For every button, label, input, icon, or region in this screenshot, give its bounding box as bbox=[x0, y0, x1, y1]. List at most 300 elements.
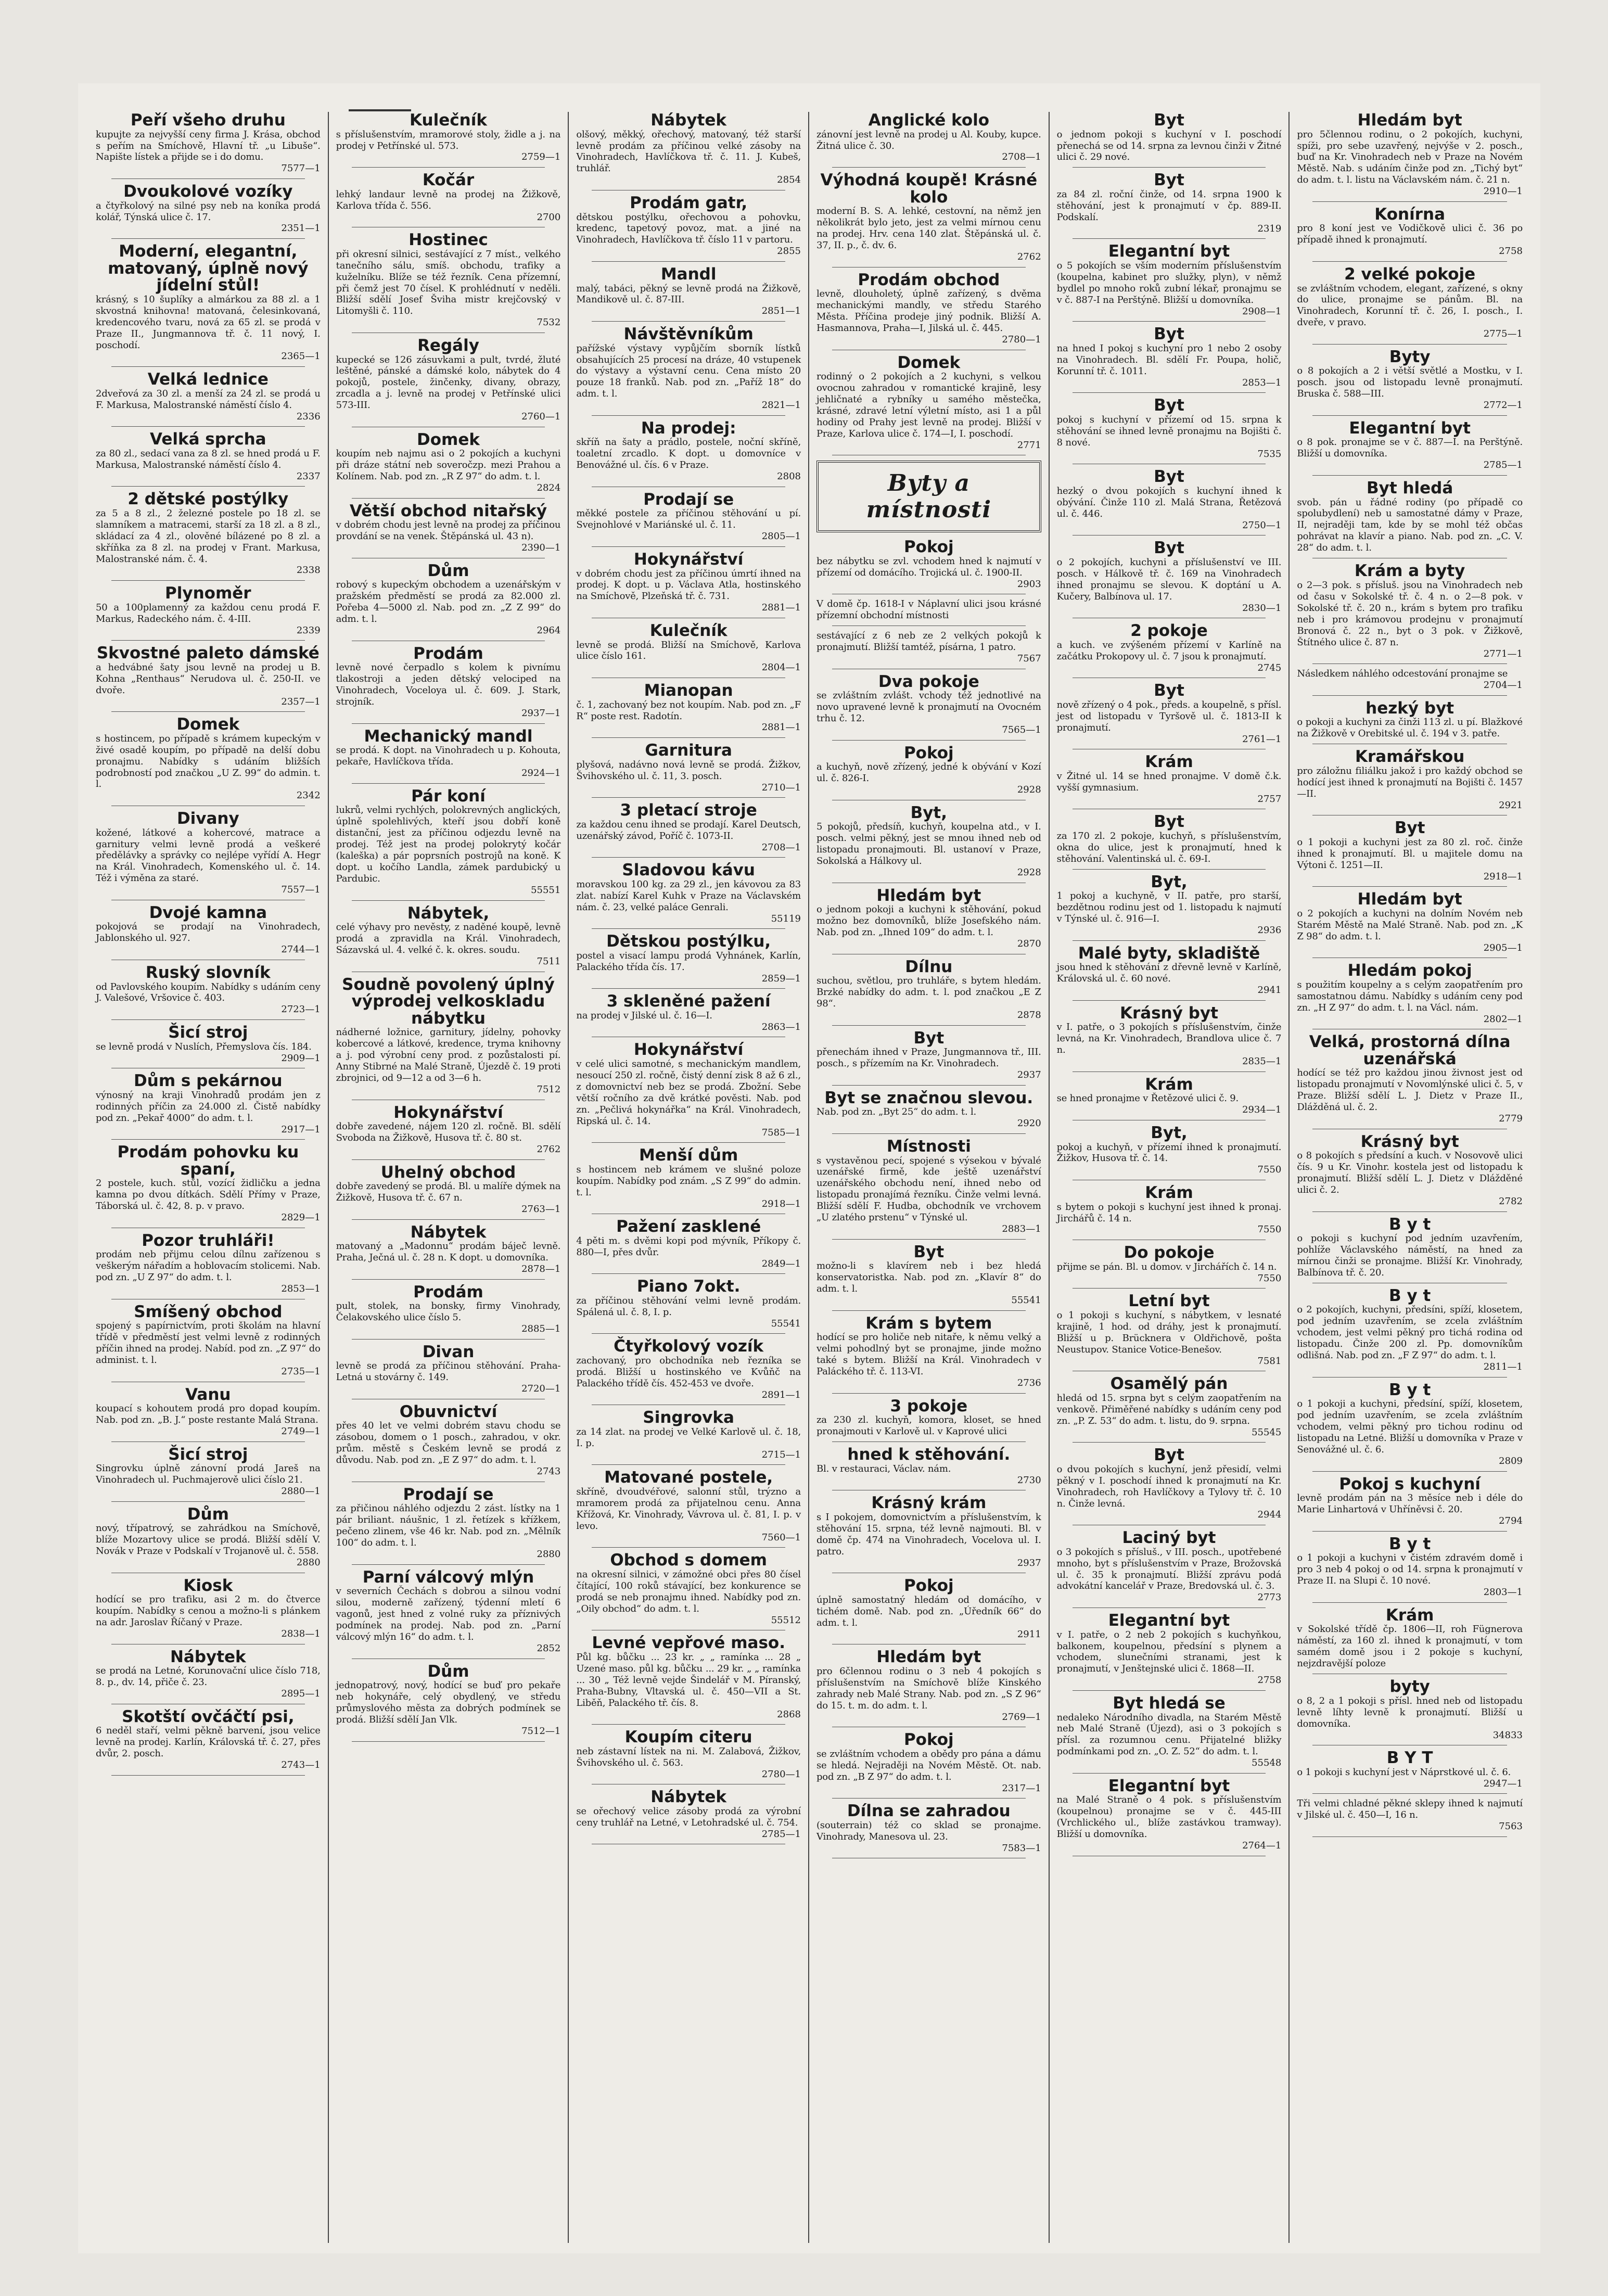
classified-ad bbox=[576, 195, 801, 257]
ad-code: 2760—1 bbox=[521, 411, 561, 423]
ad-text: sestávající z 6 neb ze 2 velkých pokojů k pronajmutí. Bližší tamtéž, písárna, 1 patro. bbox=[816, 630, 1041, 653]
ad-code: 2704—1 bbox=[1483, 680, 1523, 691]
ad-heading: Krásný byt bbox=[1120, 1003, 1218, 1023]
ad-code: 2758 bbox=[1499, 246, 1523, 257]
ad-heading: Byt bbox=[1154, 325, 1184, 344]
ad-divider bbox=[352, 167, 545, 168]
ad-text: svob. pán u řádné rodiny (po případě co spolubydlení) neb u samostatné dámy v Praze, II, nejraději tam, kde by se mohl též občas pohrávat na klavír a piano. Nab. pod zn. „C. V. 28“ do adm. t. l. bbox=[1297, 496, 1523, 554]
ad-heading: Soudně povolený úplný výprodej velkoskladu nábytku bbox=[342, 975, 555, 1028]
ad-code: 2337 bbox=[296, 470, 321, 482]
ad-text: na okresní silnici, v zámožné obci přes 80 čísel čítající, 100 roků stávající, bez konkurence se prodá se neb pronajmu ihned. Nabídky pod zn. „Oily obchod“ do adm. t. l. bbox=[576, 1568, 801, 1614]
ad-code: 2854 bbox=[777, 174, 801, 186]
ad-code: 2762 bbox=[1017, 251, 1041, 262]
ad-heading: Krám bbox=[1385, 1605, 1434, 1625]
ad-divider bbox=[832, 1025, 1026, 1026]
ad-heading: Hostinec bbox=[409, 231, 488, 250]
ad-text: pařížské výstavy vypůjčím sborník lístků obsahujících 25 procesí na dráze, 40 vstupenek do výstavy a výstavní cenu. Cena místo 20 pouze 18 franků. Nab. pod zn. „Paříž 18“ do adm. t. l. bbox=[576, 342, 801, 400]
ad-code: 2802—1 bbox=[1483, 1013, 1523, 1025]
ad-text: o 1 pokoji a kuchyni, předsíní, spíží, klosetem, pod jedním uzavřením, se zcela zvláštním vchodem, velmi pěkný pro tichou rodinu od listopadu na Letné. Bližší u domovníka v Praze v Senovážné ul. č. 6. bbox=[1297, 1398, 1523, 1456]
ad-text: Následkem náhlého odcestování pronajme se bbox=[1297, 668, 1508, 680]
classified-ad bbox=[336, 1164, 561, 1215]
ad-divider bbox=[111, 1139, 305, 1140]
ad-text: o 3 pokojích s přísluš., v III. posch., upotřebené mnoho, byt s příslušenstvím v Praze, Brožovská ul. č. 35 k pronajmutí. Bližší zprávu podá advokátní kancelář v Praze, Bredovská ul. č. 3. bbox=[1056, 1546, 1282, 1592]
ad-text: výnosný na kraji Vinohradů prodám jen z rodinných příčin za 24.000 zl. Čistě nabídky pod zn. „Pekař 4000“ do adm. t. l. bbox=[96, 1089, 321, 1124]
ad-code: 2339 bbox=[296, 624, 321, 636]
classified-ad bbox=[816, 1577, 1041, 1640]
ad-code: 2710—1 bbox=[761, 782, 801, 793]
classified-ad bbox=[336, 788, 561, 896]
classified-ad bbox=[1297, 820, 1523, 882]
ad-text: o 2—3 pok. s přísluš. jsou na Vinohradech neb od času v Sokolské tř. č. 4 n. o 2—8 pok. v Sokolské tř. č. 20 n., krám s bytem pro trafiku neb i pro krámovou prodejnu v pronajmutí Bronová č. 22 n., byt o 3 pok. v Žižkově, Štítného ulice č. 87 n. bbox=[1297, 579, 1523, 648]
classified-ad bbox=[576, 742, 801, 793]
classified-ad bbox=[336, 645, 561, 719]
classified-columns bbox=[88, 112, 1530, 2243]
ad-text: kožené, látkové a kohercové, matrace a garnitury velmi levně prodá a veškeré předělávky a správky co nejlépe vyřídí A. Hegr na Král. Vinohradech, Komenského ul. č. 14. Též i výměna za staré. bbox=[96, 827, 321, 884]
ad-divider bbox=[1073, 238, 1266, 239]
ad-code: 2745 bbox=[1257, 662, 1282, 673]
classified-ad bbox=[816, 112, 1041, 163]
classified-ad bbox=[1297, 480, 1523, 554]
ad-code: 2880 bbox=[296, 1557, 321, 1568]
ad-text: o 1 pokoji s kuchyní jest v Náprstkové ul. č. 6. bbox=[1297, 1766, 1511, 1778]
classified-ad bbox=[1297, 112, 1523, 197]
ad-heading: Byt bbox=[913, 1028, 945, 1048]
ad-text: jsou hned k stěhování z dřevně levně v Karlíně, Královská ul. č. 60 nové. bbox=[1056, 962, 1282, 985]
ad-heading: Malé byty, skladiště bbox=[1078, 943, 1260, 963]
ad-code: 2918—1 bbox=[1483, 871, 1523, 882]
ad-heading: Dům s pekárnou bbox=[134, 1072, 283, 1091]
ad-heading: Parní válcový mlýn bbox=[362, 1567, 534, 1587]
classified-ad bbox=[576, 1552, 801, 1626]
classified-ad bbox=[576, 933, 801, 984]
ad-divider bbox=[352, 1279, 545, 1280]
ad-text: Půl kg. bůčku ... 23 kr. „ „ ramínka ... 28 „ Uzené maso. půl kg. bůčku ... 29 kr. „ „ ramínka ... 30 „ Též levně vejde Šindelář v M. Píranský, Praha-Bubny, Vltavská ul. č. 450—VII a St. Liběň, Palackého tř. čís. 8. bbox=[576, 1651, 801, 1708]
ad-heading: Hokynářství bbox=[633, 550, 744, 569]
classified-ad bbox=[336, 337, 561, 423]
ad-code: 2870 bbox=[1017, 938, 1041, 950]
ad-heading: Mandl bbox=[660, 264, 717, 284]
top-rule bbox=[349, 109, 411, 111]
classified-ad bbox=[1057, 874, 1282, 936]
ad-text: o dvou pokojích s kuchyní, jenž přesidí, velmi pěkný v I. poschodí ihned k pronajmutí na Kr. Vinohradech, roh Havlíčkovy a Tylovy tř. č. 10 n. Činže levná. bbox=[1056, 1463, 1282, 1509]
ad-code: 34833 bbox=[1492, 1729, 1523, 1741]
classified-ad bbox=[1297, 668, 1523, 691]
ad-text: možno-li s klavírem neb i bez hledá konservatoristka. Nab. pod zn. „Klavír 8“ do adm. t. l. bbox=[816, 1260, 1041, 1295]
ad-divider bbox=[111, 1775, 305, 1776]
ad-heading: Skvostné paleto dámské bbox=[96, 644, 320, 663]
ad-heading: Hledám byt bbox=[1357, 112, 1462, 130]
classified-ad bbox=[1057, 326, 1282, 388]
classified-ad bbox=[576, 1338, 801, 1400]
classified-ad bbox=[1057, 172, 1282, 234]
ad-code: 7512 bbox=[537, 1084, 561, 1095]
ad-text: za 80 zl., sedací vana za 8 zl. se hned prodá u F. Markusa, Malostranské náměstí číslo 4. bbox=[96, 448, 321, 470]
ad-divider bbox=[111, 178, 305, 179]
ad-text: (souterrain) též co sklad se pronajme. Vinohrady, Manesova ul. 23. bbox=[816, 1819, 1041, 1842]
ad-text: nově zřízený o 4 pok., předs. a koupelně, s přísl. jest od listopadu v Tyršově ul. č. 1813-II k pronajmutí. bbox=[1056, 699, 1282, 733]
classified-ad bbox=[1057, 1293, 1282, 1367]
ad-text: kupecké se 126 zásuvkami a pult, tvrdé, žluté leštěné, pánské a dámské kolo, nábytek do 4 pokojů, postele, žinčenky, divany, obrazy, zrcadla a j. levně na prodej v Petřínské ulici 573-III. bbox=[336, 354, 561, 411]
ad-text: pro 5člennou rodinu, o 2 pokojích, kuchyni, spíži, pro sebe uzavřený, nejvýše v 2. posch., buď na Kr. Vinohradech neb v Praze na Novém Městě. Nab. s udáním činže pod zn. „Tichý byt“ do adm. t. l. listu na Václavském nám. č. 21 n. bbox=[1297, 129, 1523, 186]
ad-text: o 8 pokojích a 2 i větší světlé a Mostku, v I. posch. jsou od listopadu levně pronajmutí. Bruska č. 588—III. bbox=[1297, 365, 1523, 400]
classified-ad bbox=[816, 1731, 1041, 1794]
ad-text: o 5 pokojích se vším moderním příslušenstvím (koupelna, kabinet pro služky, plyn), v němž bydlel po mnoho roků zubní lékař, pronajmu se v č. 887-I na Perštýně. Bližší u domovníka. bbox=[1056, 260, 1282, 305]
column-4 bbox=[809, 112, 1050, 2243]
ad-heading: 3 skleněné pažení bbox=[606, 992, 771, 1011]
ad-text: koupím neb najmu asi o 2 pokojích a kuchyni při dráze státní neb soveročzp. mezi Prahou a Kolínem. Nab. pod zn. „R Z 97“ do adm. t. l. bbox=[336, 448, 561, 482]
ad-code: 2936 bbox=[1257, 925, 1282, 936]
ad-heading: Nábytek, bbox=[407, 903, 490, 923]
ad-heading: Byt bbox=[1154, 467, 1184, 487]
ad-heading: Byt hledá bbox=[1367, 478, 1453, 498]
ad-divider bbox=[592, 988, 785, 989]
classified-ad bbox=[336, 1104, 561, 1155]
ad-heading: Kulečník bbox=[410, 112, 487, 130]
ad-divider bbox=[1312, 415, 1507, 416]
ad-text: robový s kupeckým obchodem a uzenářským v pražském předměstí se prodá za 82.000 zl. Pořeba 4—5000 zl. Nab. pod zn. „Z Z 99“ do adm. t. l. bbox=[336, 579, 561, 625]
classified-ad bbox=[816, 1495, 1041, 1568]
ad-heading: Plynoměr bbox=[165, 584, 251, 603]
ad-code: 2880 bbox=[537, 1549, 561, 1560]
ad-code: 2771—1 bbox=[1483, 648, 1523, 659]
ad-code: 2351—1 bbox=[281, 223, 321, 234]
ad-text: spojený s papírnictvím, proti školám na hlavní třídě v předměstí jest velmi levně z rodinných příčin ihned na prodej. Nabíd. pod zn. „Z 97“ do administ. t. l. bbox=[96, 1320, 321, 1366]
classified-ad bbox=[1297, 1678, 1523, 1741]
ad-code: 7550 bbox=[1257, 1164, 1282, 1176]
ad-heading: Větší obchod nitařský bbox=[349, 501, 547, 520]
ad-divider bbox=[1073, 1773, 1266, 1774]
ad-text: postel a visací lampu prodá Vyhnánek, Karlín, Palackého třída čís. 17. bbox=[576, 950, 801, 973]
newspaper-page bbox=[78, 83, 1540, 2253]
ad-text: olšový, měkký, ořechový, matovaný, též starší levně prodám za příčinou velké zásoby na Vinohradech, Havlíčkova tř. č. 11. J. Kubeš, truhlář. bbox=[576, 129, 801, 174]
classified-ad bbox=[1057, 945, 1282, 996]
classified-ad bbox=[816, 272, 1041, 346]
classified-ad bbox=[96, 1446, 321, 1497]
classified-ad bbox=[1057, 754, 1282, 805]
ad-text: přenechám ihned v Praze, Jungmannova tř., III. posch., s přízemím na Kr. Vinohradech. bbox=[816, 1047, 1041, 1069]
ad-code: 2885—1 bbox=[521, 1323, 561, 1335]
ad-divider bbox=[1312, 344, 1507, 345]
classified-ad bbox=[1057, 1695, 1282, 1769]
classified-ad bbox=[1057, 397, 1282, 460]
ad-divider bbox=[1073, 869, 1266, 870]
ad-divider bbox=[1312, 261, 1507, 262]
ad-text: nový, třípatrový, se zahrádkou na Smíchově, blíže Mozartovy ulice se prodá. Bližší sdělí V. Novák v Praze v Podskalí v Trojanově ul. č. 558. bbox=[96, 1523, 321, 1557]
ad-heading: Sladovou kávu bbox=[622, 861, 755, 880]
ad-heading: Do pokoje bbox=[1124, 1243, 1215, 1262]
ad-code: 2920 bbox=[1017, 1118, 1041, 1129]
classified-ad bbox=[576, 112, 801, 186]
ad-text: o pokoji s kuchyní pod jedním uzavřením, pohlíže Václavského náměstí, na hned za mírnou činži se pronajme. Bližší Kr. Vinohrady, Balbínova tř. č. 20. bbox=[1297, 1233, 1523, 1278]
ad-divider bbox=[832, 1133, 1026, 1134]
ad-text: 5 pokojů, předsíň, kuchyň, koupelna atd., v I. posch. velmi pěkný, jest se mnou ihned neb od listopadu pronajmouti. Bl. ustanoví v Praze, Sokolská a Hálkovy ul. bbox=[816, 821, 1041, 867]
ad-heading: Dům bbox=[427, 561, 469, 580]
classified-ad bbox=[336, 976, 561, 1095]
ad-text: krásný, s 10 šuplíky a almárkou za 88 zl. a 1 skvostná knihovna! matovaná, čelesinkovaná, kredencového tvaru, nová za 65 zl. se prodá v Praze II., Jungmannova tř. č. 11 nový, I. poschodí. bbox=[96, 294, 321, 351]
ad-text: se zvláštním vchodem a obědy pro pána a dámu se hledá. Nejraději na Novém Městě. Ot. nab. pod zn. „B Z 97“ do adm. t. l. bbox=[816, 1748, 1041, 1782]
ad-heading: Krám a byty bbox=[1354, 562, 1465, 581]
ad-text: prodám neb přijmu celou dílnu zařízenou s veškerým nářadím a hoblovacím stolicemi. Nab. pod zn. „U Z 97“ do adm. t. l. bbox=[96, 1249, 321, 1283]
classified-ad bbox=[1297, 563, 1523, 659]
ad-text: malý, tabáci, pěkný se levně prodá na Žižkově, Mandikově ul. č. 87-III. bbox=[576, 283, 801, 305]
ad-heading: B y t bbox=[1389, 1534, 1431, 1553]
ad-divider bbox=[111, 1019, 305, 1020]
ad-text: s použitím koupelny a s celým zaopatřením pro samostatnou dámu. Nabídky s udáním ceny pod zn. „H Z 97“ do adm. t. l. na Václ. nám. bbox=[1297, 979, 1523, 1013]
ad-heading: Elegantní byt bbox=[1108, 1611, 1230, 1630]
ad-code: 2342 bbox=[296, 790, 321, 801]
ad-code: 2881—1 bbox=[761, 602, 801, 614]
ad-divider bbox=[1073, 1690, 1266, 1691]
ad-heading: Pažení zasklené bbox=[616, 1217, 761, 1236]
ad-heading: Čtyřkolový vozík bbox=[614, 1337, 764, 1356]
ad-divider bbox=[592, 1547, 785, 1548]
ad-divider bbox=[592, 928, 785, 929]
ad-divider bbox=[1312, 1793, 1507, 1794]
ad-text: a čtyřkolový na silné psy neb na koníka prodá kolář, Týnská ulice č. 17. bbox=[96, 200, 321, 223]
ad-text: dobře zavedený se prodá. Bl. u malíře dýmek na Žižkově, Husova tř. č. 67 n. bbox=[336, 1181, 561, 1204]
classified-ad bbox=[816, 1649, 1041, 1723]
ad-heading: Laciný byt bbox=[1122, 1528, 1216, 1548]
ad-heading: Byt, bbox=[1151, 1123, 1188, 1142]
ad-divider bbox=[1312, 1471, 1507, 1472]
ad-code: 55512 bbox=[771, 1614, 801, 1626]
ad-code: 55545 bbox=[1252, 1426, 1282, 1438]
classified-ad bbox=[96, 431, 321, 482]
ad-text: suchou, světlou, pro truhláře, s bytem hledám. Brzké nabídky do adm. t. l. pod značkou „E Z 98“. bbox=[816, 975, 1041, 1010]
ad-text: neb zástavní lístek na ni. M. Zalabová, Žižkov, Švihovského ul. č. 563. bbox=[576, 1745, 801, 1768]
ad-code: 2761—1 bbox=[1242, 733, 1282, 745]
ad-divider bbox=[111, 426, 305, 427]
ad-heading: Nábytek bbox=[650, 1788, 727, 1807]
ad-text: 2 postele, kuch. stůl, vozící židličku a jedna kamna po dvou dítkách. Sdělí Přímy v Praze, Táborská ul. č. 42, 8. p. v pravo. bbox=[96, 1178, 321, 1212]
ad-text: při okresní silnici, sestávající z 7 míst., velkého tanečního sálu, smíš. obchodu, trafiky a kuželníku. Blíže se též řezník. Cena přízemní, při čemž jest 70 čísel. K prohlédnutí v neděli. Bližší sdělí Josef Šviha mistr krejčovský v Litomyšli č. 110. bbox=[336, 248, 561, 317]
ad-code: 2785—1 bbox=[761, 1828, 801, 1840]
ad-code: 2937—1 bbox=[521, 708, 561, 719]
ad-code: 2749—1 bbox=[281, 1426, 321, 1437]
ad-code: 2357—1 bbox=[281, 696, 321, 707]
classified-ad bbox=[96, 645, 321, 707]
ad-heading: Dům bbox=[187, 1504, 229, 1524]
ad-heading: Místnosti bbox=[886, 1137, 971, 1156]
classified-ad bbox=[1297, 1034, 1523, 1125]
ad-heading: Regály bbox=[417, 336, 479, 355]
ad-text: hezký o dvou pokojích s kuchyní ihned k obývání. Činže 110 zl. Malá Strana, Řetězová ul. č. 446. bbox=[1056, 485, 1282, 519]
classified-ad bbox=[816, 1315, 1041, 1389]
ad-heading: 2 velké pokoje bbox=[1344, 264, 1476, 284]
ad-code: 7550 bbox=[1257, 1224, 1282, 1235]
classified-ad bbox=[96, 964, 321, 1015]
ad-heading: Divany bbox=[176, 809, 239, 828]
ad-text: 50 a 100plamenný za každou cenu prodá F. Markus, Radeckého nám. č. 4-III. bbox=[96, 602, 321, 624]
classified-ad bbox=[96, 112, 321, 174]
classified-ad bbox=[576, 1729, 801, 1780]
ad-divider bbox=[592, 261, 785, 262]
ad-heading: Dva pokoje bbox=[878, 672, 979, 691]
classified-ad bbox=[336, 728, 561, 779]
ad-code: 2937 bbox=[1017, 1557, 1041, 1568]
ad-code: 2319 bbox=[1257, 223, 1282, 234]
ad-text: nádherné ložnice, garnitury, jídelny, pohovky kobercové a látkové, kredence, tryma knihovny a j. pod výrobní ceny prod. z pozůstalosti pí. Anny Stibrné na Malé Straně, Újezdě č. 19 proti zbrojnici, od 9—12 a od 3—6 h. bbox=[336, 1027, 561, 1084]
ad-code: 2759—1 bbox=[521, 151, 561, 163]
classified-ad bbox=[336, 1663, 561, 1737]
ad-code: 7563 bbox=[1499, 1821, 1523, 1832]
ad-text: levně se prodá za příčinou stěhování. Praha-Letná u stovárny č. 149. bbox=[336, 1360, 561, 1383]
classified-ad bbox=[1297, 349, 1523, 411]
ad-code: 2941 bbox=[1257, 985, 1282, 996]
ad-code: 7577—1 bbox=[281, 163, 321, 174]
ad-code: 7583—1 bbox=[1002, 1842, 1041, 1854]
column-6 bbox=[1290, 112, 1530, 2243]
classified-ad bbox=[1297, 1133, 1523, 1207]
ad-divider bbox=[1312, 1602, 1507, 1603]
ad-text: a hedvábné šaty jsou levně na prodej u B. Kohna „Renthaus“ Nerudova ul. č. 250-II. ve dvoře. bbox=[96, 661, 321, 696]
ad-heading: Obuvnictví bbox=[399, 1402, 497, 1421]
classified-ad bbox=[576, 266, 801, 317]
ad-code: 2921 bbox=[1499, 799, 1523, 811]
ad-text: hledá od 15. srpna byt s celým zaopatřením na venkově. Přiměřené nabídky s udáním ceny pod zn. „P. Z. 53“ do adm. t. listu, do 9. srpna. bbox=[1056, 1392, 1282, 1426]
ad-divider bbox=[592, 415, 785, 416]
classified-ad bbox=[816, 354, 1041, 451]
ad-heading: Byt bbox=[1154, 1446, 1184, 1465]
ad-code: 2715—1 bbox=[761, 1449, 801, 1460]
ad-heading: Konírna bbox=[1374, 205, 1446, 224]
classified-ad bbox=[1297, 420, 1523, 471]
ad-heading: Prodám bbox=[413, 1282, 483, 1302]
ad-heading: Dvoukolové vozíky bbox=[123, 182, 293, 201]
ad-divider bbox=[1073, 1000, 1266, 1001]
classified-ad bbox=[1297, 266, 1523, 340]
ad-heading: Hledám byt bbox=[876, 886, 981, 905]
ad-heading: Na prodej: bbox=[641, 418, 736, 438]
ad-heading: Výhodná koupě! Krásné kolo bbox=[820, 171, 1038, 207]
ad-divider bbox=[352, 498, 545, 499]
ad-text: o 2 pokojích, kuchyni a příslušenství ve III. posch. v Hálkově tř. č. 169 na Vinohradech ihned pronajmu se slevou. K doptání u A. Kučery, Balbínova ul. 17. bbox=[1056, 556, 1282, 602]
ad-divider bbox=[592, 857, 785, 858]
ad-heading: Divan bbox=[422, 1342, 475, 1361]
classified-ad bbox=[576, 1789, 801, 1840]
ad-text: hodící se pro trafiku, asi 2 m. do čtverce koupím. Nabídky s cenou a možno-li s plánkem na adr. Jaroslav Říčaný v Praze. bbox=[96, 1594, 321, 1628]
ad-text: koupací s kohoutem prodá pro dopad koupím. Nab. pod zn. „B. J.“ poste restante Malá Strana. bbox=[96, 1403, 321, 1426]
ad-divider bbox=[352, 1159, 545, 1160]
ad-text: se zvláštním zvlášt. vchody též jednotlivé na novo upravené levně k pronajmutí na Ovocném trhu č. 12. bbox=[816, 690, 1041, 724]
ad-text: levně prodám pán na 3 měsíce neb i déle do Marie Linhartová v Uhříněvsi č. 20. bbox=[1297, 1493, 1523, 1515]
ad-code: 2849—1 bbox=[761, 1258, 801, 1269]
ad-heading: Pokoj bbox=[903, 1576, 954, 1596]
ad-code: 2835—1 bbox=[1242, 1056, 1282, 1067]
ad-divider bbox=[832, 167, 1026, 168]
ad-heading: Byt bbox=[1154, 539, 1184, 558]
ad-heading: Krám bbox=[1145, 1183, 1193, 1202]
ad-code: 2909—1 bbox=[281, 1052, 321, 1064]
ad-heading: Skotští ovčáčtí psi, bbox=[122, 1707, 295, 1726]
ad-heading: Pokoj bbox=[903, 1730, 954, 1750]
classified-ad bbox=[1297, 1536, 1523, 1598]
ad-text: kupujte za nejvyšší ceny firma J. Krása, obchod s peřím na Smíchově, Hlavní tř. „u Libuše“. Napište lístek a přijde se i do domu. bbox=[96, 129, 321, 163]
ad-heading: Peří všeho druhu bbox=[130, 112, 286, 130]
ad-code: 2771 bbox=[1017, 439, 1041, 451]
ad-heading: Krám s bytem bbox=[865, 1313, 992, 1333]
ad-divider bbox=[1312, 201, 1507, 202]
ad-divider bbox=[111, 580, 305, 581]
ad-heading: Domek bbox=[176, 715, 240, 734]
classified-ad bbox=[1297, 1750, 1523, 1789]
classified-ad bbox=[816, 539, 1041, 590]
ad-divider bbox=[592, 321, 785, 322]
ad-code: 2878—1 bbox=[521, 1264, 561, 1275]
ad-text: na hned I pokoj s kuchyní pro 1 nebo 2 osoby na Vinohradech. Bl. sdělí Fr. Poupa, holič, Korunní tř. č. 1011. bbox=[1056, 342, 1282, 377]
ad-code: 7585—1 bbox=[761, 1127, 801, 1138]
ad-text: rodinný o 2 pokojích a 2 kuchyni, s velkou ovocnou zahradou v romantické krajině, lesy jehličnaté a rybníky u samého městečka, krásné, zdravé letní výletní místo, asi 1 a půl hodiny od Prahy jest levně na prodej. Bližší v Praze, Karlova ulice č. 174—I, I. poschodí. bbox=[816, 371, 1041, 439]
ad-code: 2730 bbox=[1017, 1474, 1041, 1486]
ad-heading: Prodám pohovku ku spaní, bbox=[117, 1143, 299, 1179]
ad-heading: Mianopan bbox=[644, 681, 733, 700]
ad-divider bbox=[832, 1393, 1026, 1394]
ad-heading: 3 pletací stroje bbox=[620, 801, 757, 820]
ad-text: o 2 pokojích a kuchyni na dolním Novém neb Starém Městě na Malé Straně. Nab. pod zn. „K Z 98“ do adm. t. l. bbox=[1297, 908, 1523, 942]
ad-text: se prodá na Letné, Korunovační ulice číslo 718, 8. p., dv. 14, přiče č. 23. bbox=[96, 1665, 321, 1688]
classified-ad bbox=[816, 959, 1041, 1021]
ad-text: pro 8 koní jest ve Vodičkově ulici č. 36 po případě ihned k pronajmutí. bbox=[1297, 223, 1523, 246]
ad-heading: Nábytek bbox=[650, 112, 727, 130]
ad-text: o jednom pokoji a kuchyni k stěhování, pokud možno bez domovníků, blíže Josefského nám. Nab. pod zn. „Ihned 109“ do adm. t. l. bbox=[816, 904, 1041, 938]
ad-text: od Pavlovského koupím. Nabídky s udáním ceny J. Valešové, Vršovice č. 403. bbox=[96, 981, 321, 1004]
classified-ad bbox=[1297, 1607, 1523, 1669]
ad-text: Singrovku úplně zánovní prodá Jareš na Vinohradech ul. Puchmajerově ulici číslo 21. bbox=[96, 1463, 321, 1486]
ad-heading: Prodají se bbox=[403, 1485, 494, 1504]
ad-code: 2811—1 bbox=[1483, 1361, 1523, 1373]
ad-code: 2853—1 bbox=[1242, 377, 1282, 388]
classified-ad bbox=[1297, 1382, 1523, 1467]
classified-ad bbox=[1057, 1184, 1282, 1235]
ad-divider bbox=[832, 1310, 1026, 1311]
classified-ad bbox=[816, 1030, 1041, 1081]
ad-heading: Dvojé kamna bbox=[149, 903, 267, 922]
ad-heading: Moderní, elegantní, matovaný, úplně nový jídelní stůl! bbox=[108, 242, 309, 295]
classified-ad bbox=[576, 1635, 801, 1720]
classified-ad bbox=[576, 1409, 801, 1460]
ad-code: 2937 bbox=[1017, 1069, 1041, 1081]
ad-code: 2723—1 bbox=[281, 1004, 321, 1015]
ad-code: 2881—1 bbox=[761, 722, 801, 733]
column-5 bbox=[1050, 112, 1290, 2243]
ad-heading: Hledám pokoj bbox=[1347, 961, 1472, 980]
classified-ad bbox=[576, 551, 801, 614]
ad-code: 2918—1 bbox=[761, 1198, 801, 1209]
ad-text: pokojová se prodají na Vinohradech, Jablonského ul. 927. bbox=[96, 921, 321, 944]
ad-heading: Letní byt bbox=[1128, 1292, 1210, 1311]
ad-text: matovaný a „Madonnu“ prodám báječ levně. Praha, Ječná ul. č. 28 n. K dopt. u domovníka. bbox=[336, 1241, 561, 1264]
ad-divider bbox=[1073, 392, 1266, 393]
ad-heading: Prodám gatr, bbox=[630, 193, 748, 212]
ad-heading: Byt, bbox=[910, 803, 948, 822]
ad-text: v dobrém chodu jest za příčinou úmrtí ihned na prodej. K dopt. u p. Václava Atla, hostinského na Smíchově, Plzeňská tř. č. 731. bbox=[576, 568, 801, 602]
ad-code: 2928 bbox=[1017, 867, 1041, 878]
ad-heading: Prodám obchod bbox=[858, 270, 1000, 289]
ad-code: 2853—1 bbox=[281, 1283, 321, 1295]
ad-code: 2775—1 bbox=[1483, 328, 1523, 340]
classified-ad bbox=[1057, 622, 1282, 673]
classified-ad bbox=[96, 183, 321, 234]
ad-text: v I. patře, o 3 pokojích s příslušenstvím, činže levná, na Kr. Vinohradech, Brandlova ulice č. 7 n. bbox=[1056, 1022, 1282, 1056]
ad-heading: Kulečník bbox=[649, 621, 728, 640]
ad-text: moderní B. S. A. lehké, cestovní, na němž jen několikrát bylo jeto, jest za velmi mírnou cenu na prodej. Hrv. cena 140 zlat. Štěpánská ul. č. 37, II. p., č. dv. 6. bbox=[816, 206, 1041, 251]
classified-ad bbox=[816, 1446, 1041, 1486]
ad-code: 2829—1 bbox=[281, 1212, 321, 1223]
ad-text: levně se prodá. Bližší na Smíchově, Karlova ulice číslo 161. bbox=[576, 639, 801, 662]
ad-divider bbox=[352, 1339, 545, 1340]
ad-code: 7550 bbox=[1257, 1272, 1282, 1284]
classified-ad bbox=[336, 232, 561, 328]
